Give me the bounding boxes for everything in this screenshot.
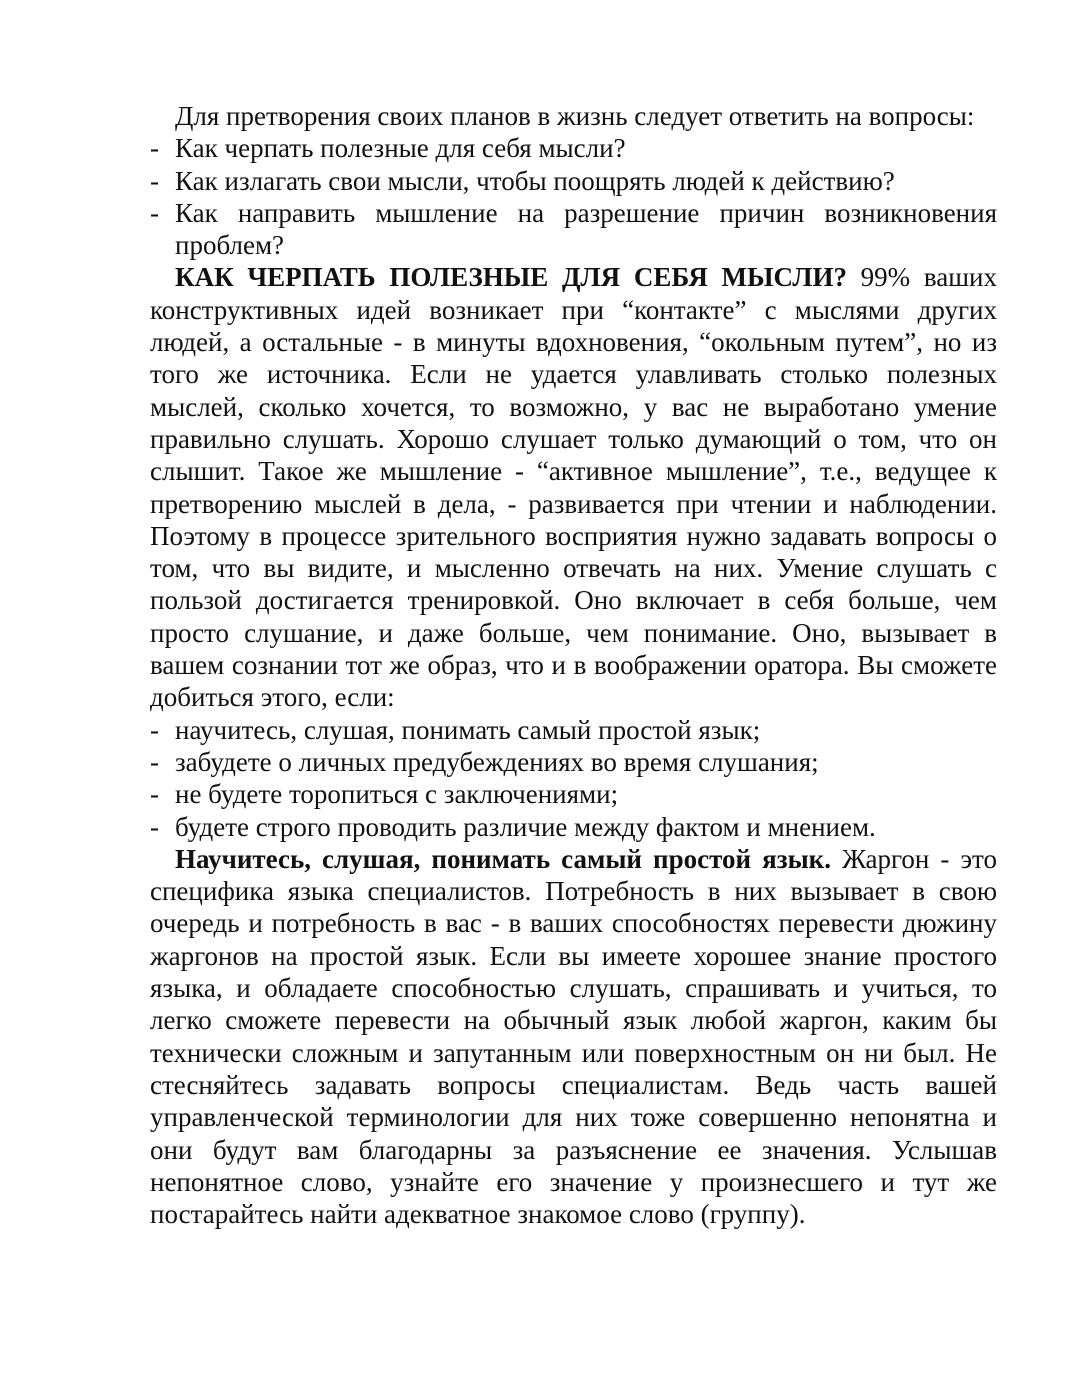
list-item-text: научитесь, слушая, понимать самый простой язык;	[175, 714, 761, 745]
section-heading: Научитесь, слушая, понимать самый простой язык.	[175, 843, 831, 874]
document-page	[150, 100, 997, 1230]
section-text: Жаргон - это специфика языка специалистов. Потребность в них вызывает в свою очередь и потребность в вас - в ваших способностях перевести дюжину жаргонов на простой язык. Если вы имеете хорошее знание простого языка, и обладаете способностью слушать, спрашивать и учиться, то легко сможете перевести на обычный язык любой жаргон, каким бы технически сложным и запутанным или поверхностным он ни был. Не стесняйтесь задавать вопросы специалистам. Ведь часть вашей управленческой терминологии для них тоже совершенно непонятна и они будут вам благодарны за разъяснение ее значения. Услышав непонятное слово, узнайте его значение у произнесшего и тут же постарайтесь найти адекватное знакомое слово (группу).	[150, 843, 997, 1230]
list-item-text: Как черпать полезные для себя мысли?	[175, 133, 626, 164]
list-item-text: забудете о личных предубеждениях во время слушания;	[175, 746, 819, 777]
questions-list	[150, 132, 997, 261]
list-item	[150, 746, 997, 778]
list-dash: -	[150, 165, 159, 196]
list-item-text: не будете торопиться с заключениями;	[175, 779, 619, 810]
list-item	[150, 714, 997, 746]
list-dash: -	[150, 746, 159, 777]
intro-paragraph: Для претворения своих планов в жизнь следует ответить на вопросы:	[175, 101, 975, 131]
list-item	[150, 778, 997, 810]
list-item-text: Как излагать свои мысли, чтобы поощрять людей к действию?	[175, 165, 895, 196]
list-item-text: Как направить мышление на разрешение причин возникновения проблем?	[175, 197, 997, 261]
list-item-text: будете строго проводить различие между фактом и мнением.	[175, 811, 876, 842]
list-item	[150, 132, 997, 164]
list-dash: -	[150, 197, 159, 228]
section-heading: КАК ЧЕРПАТЬ ПОЛЕЗНЫЕ ДЛЯ СЕБЯ МЫСЛИ?	[175, 262, 847, 293]
list-item	[150, 811, 997, 843]
list-item	[150, 197, 997, 262]
section-paragraph	[150, 843, 997, 1231]
section-paragraph	[150, 261, 997, 713]
list-dash: -	[150, 779, 159, 810]
list-dash: -	[150, 811, 159, 842]
list-dash: -	[150, 714, 159, 745]
section-text: 99% ваших конструктивных идей возникает при “контакте” с мыслями других людей, а остальные - в минуты вдохновения, “окольным путем”, но из того же источника. Если не удается улавливать столько полезных мыслей, сколько хочется, то возможно, у вас не выработано умение правильно слушать. Хорошо слушает только думающий о том, что он слышит. Такое же мышление - “активное мышление”, т.е., ведущее к претворению мыслей в дела, - развивается при чтении и наблюдении. Поэтому в процессе зрительного восприятия нужно задавать вопросы о том, что вы видите, и мысленно отвечать на них. Умение слушать с пользой достигается тренировкой. Оно включает в себя больше, чем просто слушание, и даже больше, чем понимание. Оно, вызывает в вашем сознании тот же образ, что и в воображении оратора. Вы сможете добиться этого, если:	[150, 262, 997, 713]
list-dash: -	[150, 133, 159, 164]
conditions-list	[150, 714, 997, 843]
list-item	[150, 165, 997, 197]
